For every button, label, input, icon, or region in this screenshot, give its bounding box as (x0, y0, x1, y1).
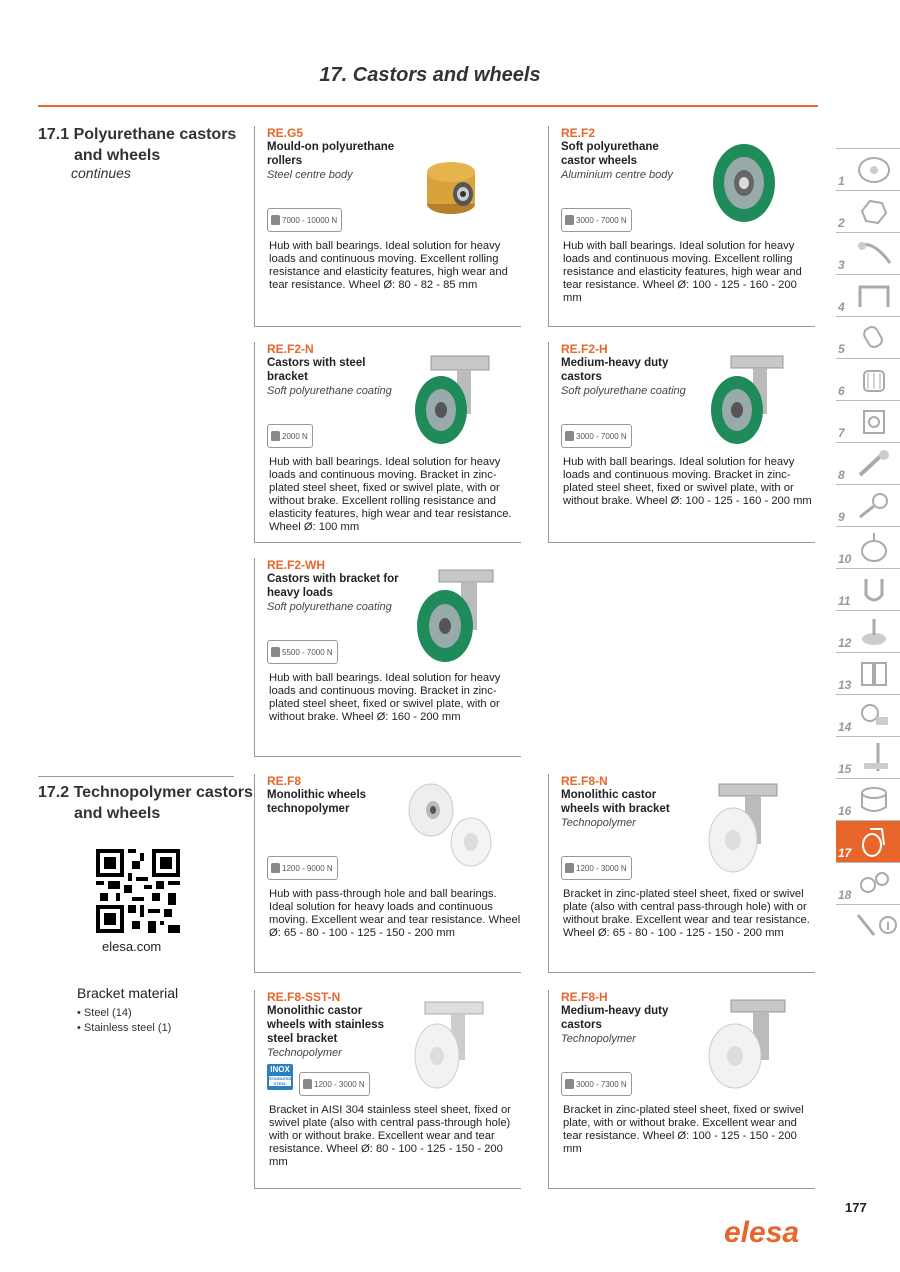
tab-chapter-14[interactable]: 14 (836, 694, 900, 736)
product-code: RE.F8-SST-N (267, 990, 341, 1004)
product-name: Mould-on polyurethane rollers Steel centre body (267, 140, 402, 182)
qr-label[interactable]: elesa.com (102, 939, 162, 954)
elesa-logo[interactable] (722, 1214, 804, 1250)
product-description: Hub with pass-through hole and ball bearings. Ideal solution for heavy loads and continuous moving. Excellent wear and tear resistance. Wheel Ø: 65 - 80 - 100 - 125 - 150 - 200 mm (269, 888, 521, 939)
tab-chapter-3[interactable]: 3 (836, 232, 900, 274)
chapter-title: 17. Castors and wheels (319, 64, 541, 86)
tab-chapter-18[interactable]: 18 (836, 862, 900, 904)
product-name: Monolithic wheels technopolymer (267, 789, 367, 815)
tab-chapter-9[interactable]: 9 (836, 484, 900, 526)
green-wheel-image (711, 142, 777, 224)
tab-chapter-10[interactable]: 10 (836, 526, 900, 568)
tab-chapter-7[interactable]: 7 (836, 400, 900, 442)
load-badge: 1200 - 3000 N (561, 856, 632, 880)
tab-chapter-11[interactable]: 11 (836, 568, 900, 610)
white-heavy-castor-image (705, 998, 791, 1092)
product-card-re-f8[interactable] (254, 774, 521, 973)
swivel-castor-image (705, 354, 791, 446)
title-rule (38, 105, 818, 107)
product-name: Medium-heavy duty castors Technopolymer (561, 1004, 696, 1046)
tab-chapter-5[interactable]: 5 (836, 316, 900, 358)
load-badge: 5500 - 7000 N (267, 640, 338, 664)
product-name: Monolithic castor wheels with bracket Technopolymer (561, 788, 696, 830)
grip-icon (854, 321, 894, 355)
product-name: Soft polyurethane castor wheels Aluminium centre body (561, 140, 696, 182)
load-badge: 1200 - 9000 N (267, 856, 338, 880)
lever-icon (854, 237, 894, 271)
product-description: Hub with ball bearings. Ideal solution for heavy loads and continuous moving. Bracket in zinc-plated steel sheet, fixed or swivel plate, with or without brake. Excellent rolling resistance and elasticity features, high wear and tear resistance. Wheel Ø: 100 mm (269, 456, 512, 533)
roller-wheel-image (415, 154, 487, 218)
product-name: Castors with bracket for heavy loads Soft polyurethane coating (267, 572, 402, 614)
svg-text:elesa: elesa (724, 1216, 800, 1249)
tab-chapter-6[interactable]: 6 (836, 358, 900, 400)
tab-chapter-16[interactable]: 16 (836, 778, 900, 820)
product-material: Technopolymer (267, 1047, 342, 1059)
product-card-re-f2-wh[interactable] (254, 558, 521, 757)
weight-icon (565, 863, 574, 873)
tab-chapter-15[interactable]: 15 (836, 736, 900, 778)
section-heading-polyurethane (38, 124, 236, 166)
product-description: Bracket in AISI 304 stainless steel sheet, fixed or swivel plate (also with central pass-through hole) with or without brake. Excellent wear and tear resistance. Wheel Ø: 80 - 100 - 125 - 150 - 200 mm (269, 1104, 511, 1168)
hook-icon (854, 573, 894, 607)
product-material: Soft polyurethane coating (267, 385, 392, 397)
product-card-re-f2-h[interactable] (548, 342, 815, 543)
tab-chapter-4[interactable]: 4 (836, 274, 900, 316)
weight-icon (271, 215, 280, 225)
tab-chapter-13[interactable]: 13 (836, 652, 900, 694)
cap-icon (854, 783, 894, 817)
qr-code-icon[interactable] (96, 849, 180, 933)
product-name: Castors with steel bracket Soft polyurethane coating (267, 356, 402, 398)
product-description: Bracket in zinc-plated steel sheet, fixed or swivel plate, with or without brake. Excellent wear and tear resistance. Wheel Ø: 100 - 125 - 150 - 200 mm (563, 1104, 804, 1155)
weight-icon (565, 215, 574, 225)
product-card-re-f8-h[interactable] (548, 990, 815, 1189)
weight-icon (271, 863, 280, 873)
handle-icon (854, 279, 894, 313)
page-number: 177 (845, 1200, 867, 1215)
product-code: RE.F8 (267, 774, 302, 788)
product-description: Hub with ball bearings. Ideal solution for heavy loads and continuous moving. Bracket in zinc-plated steel sheet, fixed or swivel plate, with or without brake. Wheel Ø: 160 - 200 mm (269, 672, 501, 723)
weight-icon (271, 647, 280, 657)
tab-chapter-12[interactable]: 12 (836, 610, 900, 652)
product-card-re-f2[interactable] (548, 126, 815, 327)
bracket-material-heading: Bracket material (77, 985, 179, 1001)
section-heading-line1: 17.1 Polyurethane castors (38, 126, 237, 143)
section-heading-line1: 17.2 Technopolymer castors (38, 784, 253, 801)
load-badge: 3000 - 7000 N (561, 208, 632, 232)
product-description: Hub with ball bearings. Ideal solution for heavy loads and continuous moving. Excellent rolling resistance and elasticity features, high wear and tear resistance. Wheel Ø: 100 - 125 - 160 - 200 mm (563, 240, 802, 304)
fluted-knob-icon (854, 363, 894, 397)
stainless-castor-image (411, 1000, 497, 1092)
weight-icon (565, 431, 574, 441)
product-material: Technopolymer (561, 1033, 636, 1045)
load-badge: 3000 - 7000 N (561, 424, 632, 448)
tab-chapter-17[interactable]: 17 (836, 820, 900, 862)
swivel-castor-image (411, 354, 497, 446)
tab-chapter-2[interactable]: 2 (836, 190, 900, 232)
plunger-icon (854, 447, 894, 481)
product-material: Technopolymer (561, 817, 636, 829)
load-badge: 2000 N (267, 424, 313, 448)
product-code: RE.F2-N (267, 342, 314, 356)
tab-chapter-8[interactable]: 8 (836, 442, 900, 484)
product-description: Hub with ball bearings. Ideal solution for heavy loads and continuous moving. Excellent rolling resistance and elasticity features, high wear and tear resistance. Wheel Ø: 80 - 82 - 85 mm (269, 240, 508, 291)
bracket-icon (854, 405, 894, 439)
tab-info[interactable] (836, 904, 900, 946)
castor-icon (854, 825, 894, 859)
product-material: Soft polyurethane coating (561, 385, 686, 397)
chapter-tabs (836, 148, 900, 946)
section-heading-line2: and wheels (74, 805, 161, 822)
bracket-material-list (77, 1006, 171, 1036)
heavy-castor-image (411, 568, 497, 664)
product-code: RE.F2-H (561, 342, 608, 356)
product-card-re-g5[interactable] (254, 126, 521, 327)
load-badge: 7000 - 10000 N (267, 208, 342, 232)
inox-badge: INOX STAINLESS STEEL (267, 1064, 293, 1090)
section-heading-technopolymer (38, 782, 253, 824)
tools-info-icon (854, 909, 898, 943)
product-material: Aluminium centre body (561, 169, 673, 181)
weight-icon (271, 431, 280, 441)
section-heading-line2: and wheels (74, 147, 161, 164)
leveling-foot-icon (854, 615, 894, 649)
white-castor-image (705, 782, 791, 876)
latch-icon (854, 699, 894, 733)
handwheel-icon (854, 153, 894, 187)
product-card-re-f8-sst-n[interactable] (254, 990, 521, 1189)
product-name: Medium-heavy duty castors Soft polyurethane coating (561, 356, 696, 398)
product-material: Steel centre body (267, 169, 353, 181)
section-rule (38, 776, 234, 777)
product-code: RE.F8-N (561, 774, 608, 788)
product-material: Soft polyurethane coating (267, 601, 392, 613)
list-item: • Stainless steel (1) (77, 1021, 171, 1036)
product-description: Hub with ball bearings. Ideal solution for heavy loads and continuous moving. Bracket in zinc-plated steel sheet, fixed or swivel plate, with or without brake. Wheel Ø: 100 - 125 - 160 - 200 mm (563, 456, 812, 507)
product-description: Bracket in zinc-plated steel sheet, fixed or swivel plate (also with central pass-through hole) with or without brake. Excellent wear and tear resistance. Wheel Ø: 65 - 80 - 100 - 125 - 150 - 200 mm (563, 888, 810, 939)
tube-connector-icon (854, 867, 894, 901)
tab-chapter-1[interactable]: 1 (836, 148, 900, 190)
knob-icon (854, 195, 894, 229)
load-badge: 3000 - 7300 N (561, 1072, 632, 1096)
foot-pad-icon (854, 531, 894, 565)
weight-icon (303, 1079, 312, 1089)
weight-icon (565, 1079, 574, 1089)
product-name: Monolithic castor wheels with stainless steel bracket Technopolymer (267, 1004, 402, 1060)
section-subtitle: continues (71, 165, 131, 181)
white-wheels-image (405, 780, 495, 870)
ring-bolt-icon (854, 489, 894, 523)
load-badge: 1200 - 3000 N (299, 1072, 370, 1096)
product-code: RE.F2-WH (267, 558, 325, 572)
clamp-icon (854, 741, 894, 775)
hinge-icon (854, 657, 894, 691)
product-card-re-f2-n[interactable] (254, 342, 521, 543)
product-code: RE.G5 (267, 126, 304, 140)
product-code: RE.F2 (561, 126, 596, 140)
product-card-re-f8-n[interactable] (548, 774, 815, 973)
list-item: • Steel (14) (77, 1006, 171, 1021)
product-code: RE.F8-H (561, 990, 608, 1004)
